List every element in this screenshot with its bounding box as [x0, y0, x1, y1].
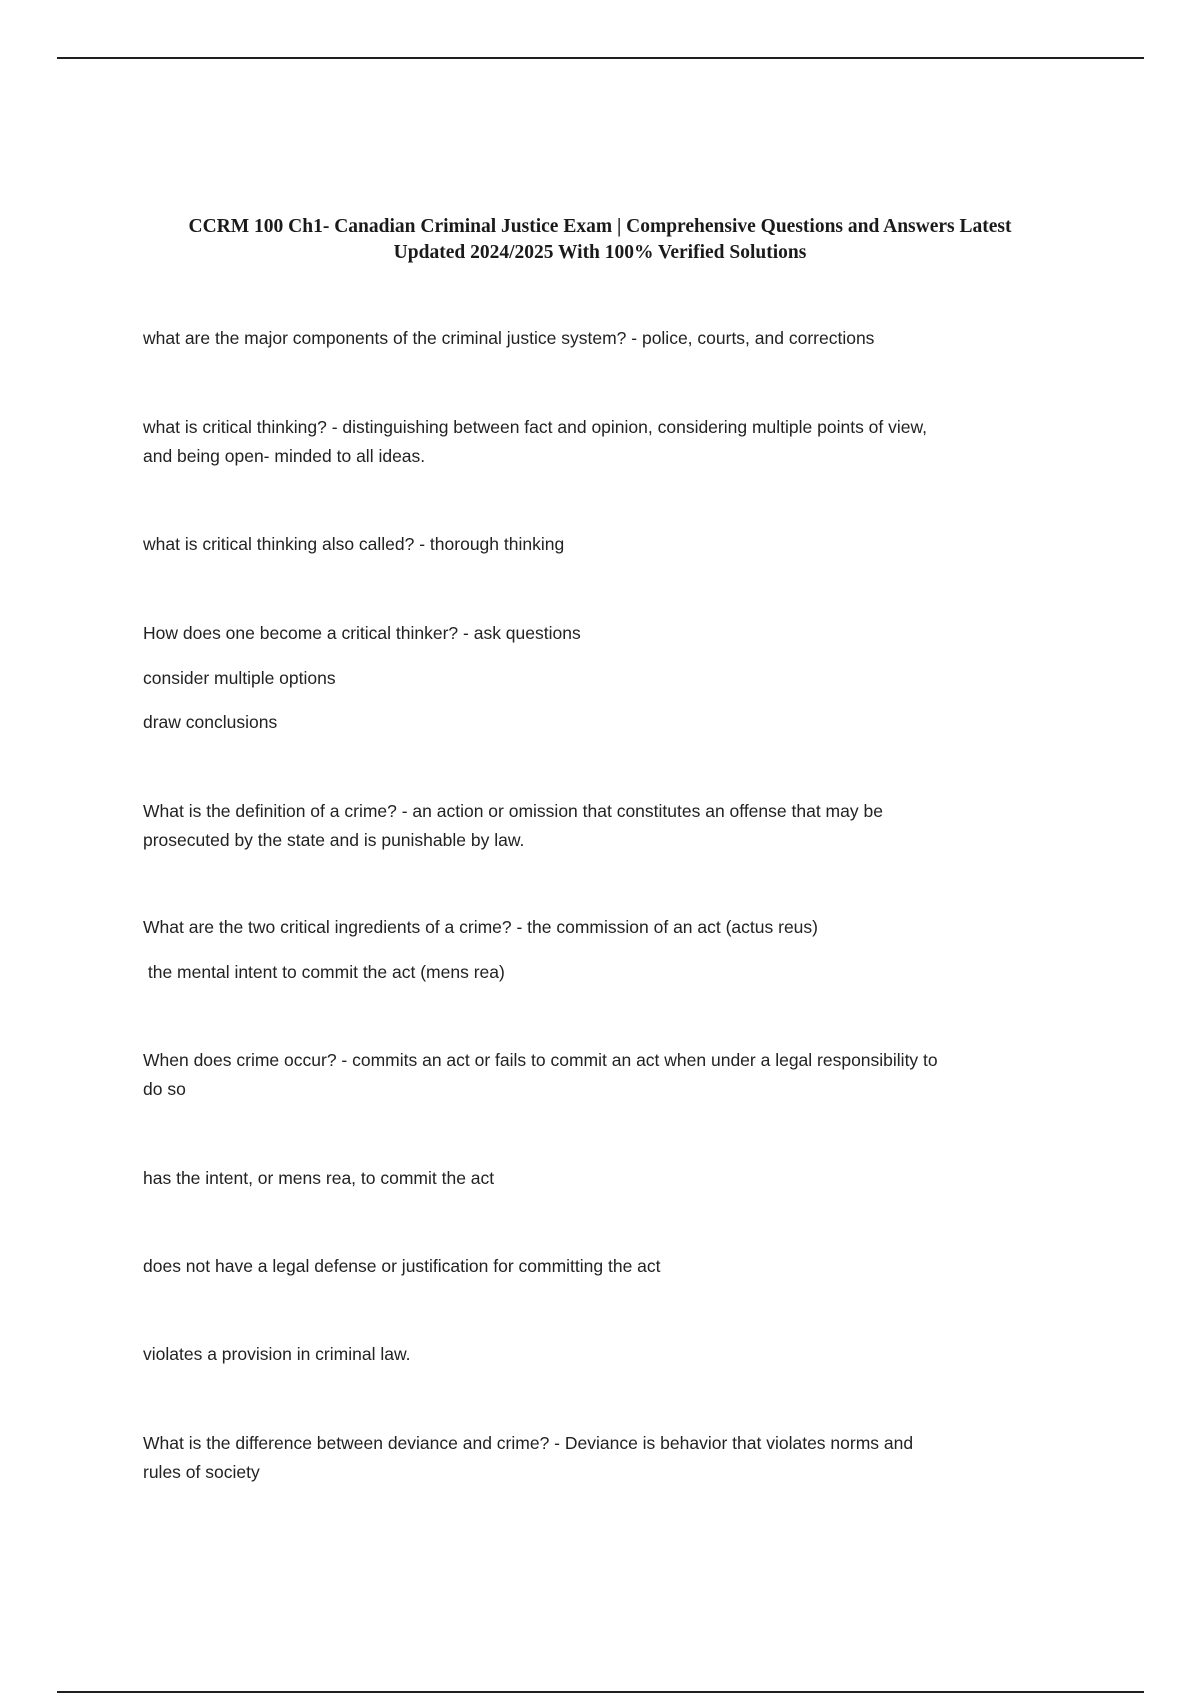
qa-line: the mental intent to commit the act (mens rea) — [143, 962, 505, 982]
qa-line: What is the definition of a crime? - an action or omission that constitutes an offense that may be — [143, 801, 883, 821]
qa-line: violates a provision in criminal law. — [143, 1344, 411, 1364]
footer-rule — [57, 1691, 1144, 1693]
document-title — [130, 214, 1070, 266]
title-line-2: Updated 2024/2025 With 100% Verified Solutions — [393, 242, 807, 263]
qa-line: rules of society — [143, 1462, 260, 1482]
qa-line: How does one become a critical thinker? - ask questions — [143, 623, 581, 643]
qa-line: consider multiple options — [143, 668, 336, 688]
qa-line: draw conclusions — [143, 712, 278, 732]
qa-line: and being open- minded to all ideas. — [143, 446, 426, 466]
qa-line: what is critical thinking? - distinguishing between fact and opinion, considering multiple points of view, — [143, 417, 928, 437]
qa-line: do so — [143, 1079, 186, 1099]
qa-line: does not have a legal defense or justification for committing the act — [143, 1256, 661, 1276]
qa-line: What are the two critical ingredients of a crime? - the commission of an act (actus reus) — [143, 917, 818, 937]
qa-line: what are the major components of the criminal justice system? - police, courts, and corrections — [143, 328, 875, 348]
header-rule — [57, 57, 1144, 59]
title-line-1: CCRM 100 Ch1- Canadian Criminal Justice Exam | Comprehensive Questions and Answers Latest — [188, 216, 1012, 237]
qa-line: What is the difference between deviance and crime? - Deviance is behavior that violates norms and — [143, 1433, 914, 1453]
qa-line: what is critical thinking also called? - thorough thinking — [143, 534, 565, 554]
qa-line: prosecuted by the state and is punishable by law. — [143, 830, 525, 850]
qa-line: When does crime occur? - commits an act or fails to commit an act when under a legal responsibility to — [143, 1050, 938, 1070]
qa-line: has the intent, or mens rea, to commit the act — [143, 1168, 495, 1188]
